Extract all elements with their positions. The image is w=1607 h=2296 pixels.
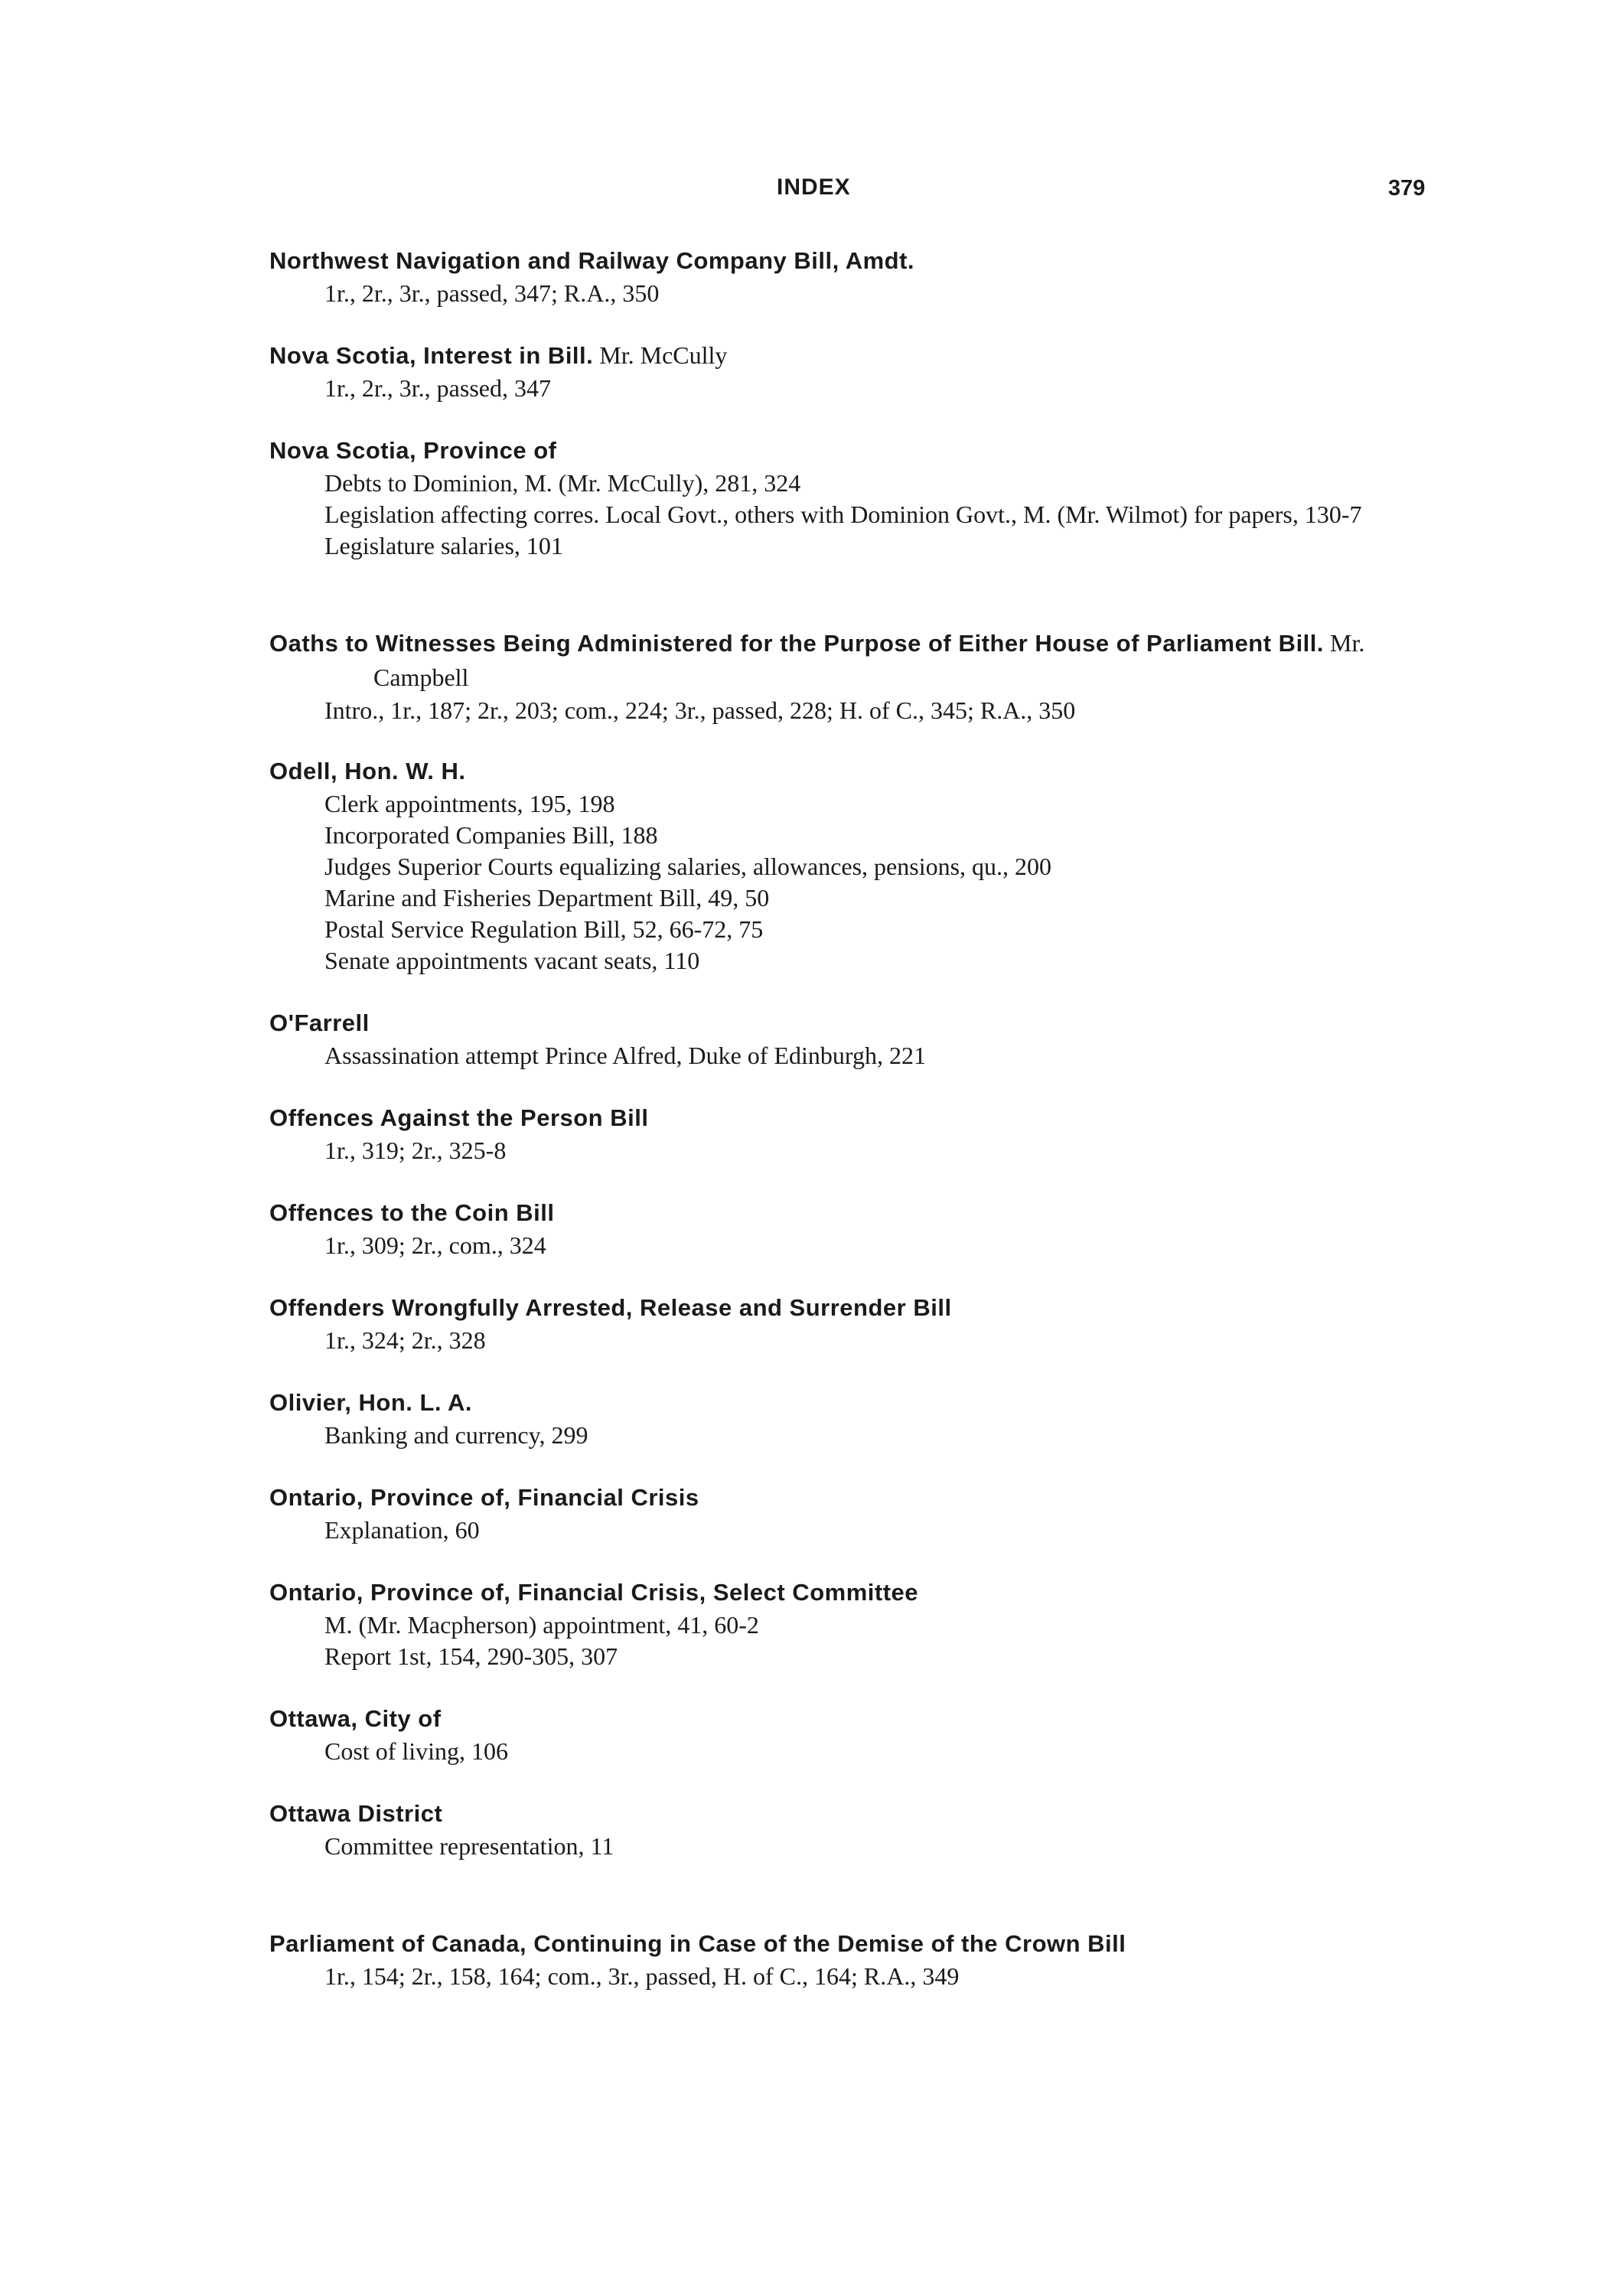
page-header xyxy=(0,174,1607,213)
entry-subline: 1r., 319; 2r., 325-8 xyxy=(324,1137,507,1164)
entry-subline: 1r., 309; 2r., com., 324 xyxy=(324,1231,546,1259)
entry-heading: Nova Scotia, Province of xyxy=(269,437,557,464)
entry-subline: Banking and currency, 299 xyxy=(324,1421,588,1449)
entry-heading: Northwest Navigation and Railway Company Bill, Amdt. xyxy=(269,247,915,274)
index-entry xyxy=(269,338,1455,404)
entry-heading: Parliament of Canada, Continuing in Case of the Demise of the Crown Bill xyxy=(269,1930,1126,1957)
entry-heading: Offences Against the Person Bill xyxy=(269,1104,649,1131)
index-entry xyxy=(269,1926,1455,1992)
entry-heading: O'Farrell xyxy=(269,1009,370,1036)
entry-subline: Clerk appointments, 195, 198 xyxy=(324,790,615,817)
index-entry xyxy=(269,1385,1455,1451)
entry-heading: Ontario, Province of, Financial Crisis, Select Committee xyxy=(269,1579,919,1606)
entry-subline: M. (Mr. Macpherson) appointment, 41, 60-2 xyxy=(324,1611,759,1639)
entry-heading: Ottawa District xyxy=(269,1800,443,1827)
entry-subline: 1r., 154; 2r., 158, 164; com., 3r., passed, H. of C., 164; R.A., 349 xyxy=(324,1962,960,1990)
entry-heading: Oaths to Witnesses Being Administered for the Purpose of Either House of Parliament Bill. Mr. Campbell xyxy=(269,629,1365,691)
index-list xyxy=(269,243,1455,1992)
entry-subline: Legislation affecting corres. Local Govt., others with Dominion Govt., M. (Mr. Wilmot) for papers, 130-7 xyxy=(324,501,1362,528)
entry-subline: Legislature salaries, 101 xyxy=(324,532,563,559)
entry-subline: Cost of living, 106 xyxy=(324,1737,509,1765)
entry-subline: Marine and Fisheries Department Bill, 49, 50 xyxy=(324,884,770,912)
entry-heading: Ottawa, City of xyxy=(269,1705,442,1732)
index-entry xyxy=(269,1575,1455,1672)
entry-heading: Odell, Hon. W. H. xyxy=(269,758,466,784)
entry-heading: Offenders Wrongfully Arrested, Release and Surrender Bill xyxy=(269,1294,952,1321)
entry-subline: Assassination attempt Prince Alfred, Duke of Edinburgh, 221 xyxy=(324,1042,926,1069)
entry-subline: Debts to Dominion, M. (Mr. McCully), 281, 324 xyxy=(324,469,801,497)
index-entry xyxy=(269,1290,1455,1356)
entry-subline: 1r., 324; 2r., 328 xyxy=(324,1326,486,1354)
index-entry xyxy=(269,1006,1455,1071)
entry-subline: 1r., 2r., 3r., passed, 347; R.A., 350 xyxy=(324,279,660,307)
entry-heading: Ontario, Province of, Financial Crisis xyxy=(269,1484,699,1511)
entry-heading: Nova Scotia, Interest in Bill. Mr. McCully xyxy=(269,341,728,369)
index-entry xyxy=(269,1480,1455,1546)
entry-subline: Committee representation, 11 xyxy=(324,1832,614,1860)
index-entry xyxy=(269,754,1455,977)
entry-subline: Intro., 1r., 187; 2r., 203; com., 224; 3r., passed, 228; H. of C., 345; R.A., 350 xyxy=(324,696,1076,724)
entry-heading: Offences to the Coin Bill xyxy=(269,1199,555,1226)
page-title: INDEX xyxy=(777,174,851,200)
index-entry xyxy=(269,1701,1455,1767)
entry-subline: Report 1st, 154, 290-305, 307 xyxy=(324,1642,618,1670)
entry-subline: Explanation, 60 xyxy=(324,1516,480,1544)
entry-heading: Olivier, Hon. L. A. xyxy=(269,1389,473,1416)
entry-subline: Incorporated Companies Bill, 188 xyxy=(324,821,658,849)
index-entry xyxy=(269,433,1455,562)
index-entry xyxy=(269,626,1455,726)
index-entry xyxy=(269,1195,1455,1261)
index-entry xyxy=(269,243,1455,309)
page-number: 379 xyxy=(1388,176,1426,201)
entry-subline: Postal Service Regulation Bill, 52, 66-72, 75 xyxy=(324,915,764,943)
entry-subline: 1r., 2r., 3r., passed, 347 xyxy=(324,374,551,402)
entry-subline: Senate appointments vacant seats, 110 xyxy=(324,947,700,974)
index-entry xyxy=(269,1796,1455,1862)
entry-subline: Judges Superior Courts equalizing salaries, allowances, pensions, qu., 200 xyxy=(324,853,1052,880)
index-entry xyxy=(269,1101,1455,1166)
